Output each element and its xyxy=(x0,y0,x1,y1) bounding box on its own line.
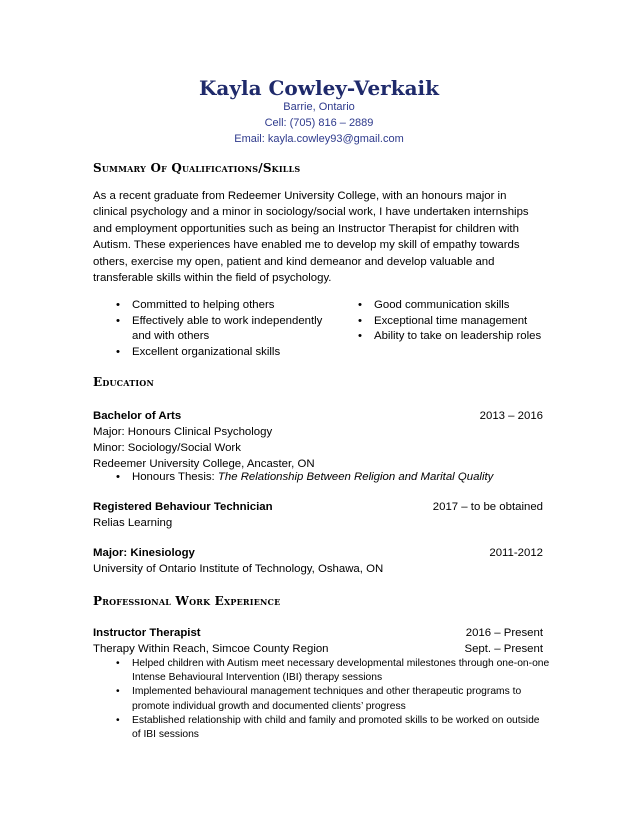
ba-thesis xyxy=(110,469,493,485)
rbt-dates: 2017 – to be obtained xyxy=(432,501,543,513)
job1-title: Instructor Therapist xyxy=(93,627,201,639)
duty-item: • Established relationship with child and family and promoted skills to be worked on outside of IBI sessions xyxy=(110,714,550,742)
kin-school: University of Ontario Institute of Technology, Oshawa, ON xyxy=(93,563,384,575)
skill-item: • Good communication skills xyxy=(352,298,552,314)
summary-paragraph: As a recent graduate from Redeemer University College, with an honours major in clinical psychology and a minor in sociology/social work, I have undertaken internships and employment opportunities such as being an Instructor Therapist for children with Autism. These experiences have enabled me to develop my skill of empathy towards others, exercise my open, patient and kind demeanor and develop valuable and transferable skills within the field of psychology. xyxy=(93,190,529,285)
skill-item: • Committed to helping others xyxy=(110,298,335,314)
skill-item: • Exceptional time management xyxy=(352,314,552,330)
ba-major: Major: Honours Clinical Psychology xyxy=(93,426,273,438)
ba-title: Bachelor of Arts xyxy=(93,410,182,422)
education-heading: Education xyxy=(93,375,154,389)
contact-phone: Cell: (705) 816 – 2889 xyxy=(264,117,374,129)
job1-duties xyxy=(110,657,550,742)
job1-employer: Therapy Within Reach, Simcoe County Region xyxy=(93,643,329,655)
thesis-title: The Relationship Between Religion and Marital Quality xyxy=(217,471,494,483)
duty-item: • Implemented behavioural management techniques and other therapeutic programs to promote individual growth and documented clients’ progress xyxy=(110,685,550,713)
summary-heading: Summary Of Qualifications/Skills xyxy=(93,161,301,175)
kin-title: Major: Kinesiology xyxy=(93,547,195,559)
duty-item: • Helped children with Autism meet necessary developmental milestones through one-on-one Intense Behavioural Intervention (IBI) therapy sessions xyxy=(110,657,550,685)
skill-item: • Effectively able to work independently and with others xyxy=(110,314,335,345)
kin-dates: 2011-2012 xyxy=(489,547,543,559)
rbt-org: Relias Learning xyxy=(93,517,173,529)
ba-school: Redeemer University College, Ancaster, ON xyxy=(93,458,315,470)
skills-list-right xyxy=(352,298,552,345)
contact-location: Barrie, Ontario xyxy=(283,101,355,113)
skill-item: • Ability to take on leadership roles xyxy=(352,329,552,345)
work-heading: Professional Work Experience xyxy=(93,594,281,608)
ba-minor: Minor: Sociology/Social Work xyxy=(93,442,241,454)
job1-dates2: Sept. – Present xyxy=(464,643,543,655)
candidate-name: Kayla Cowley-Verkaik xyxy=(199,76,439,100)
contact-email: Email: kayla.cowley93@gmail.com xyxy=(234,133,404,145)
thesis-label: Honours Thesis: xyxy=(132,471,218,483)
ba-dates: 2013 – 2016 xyxy=(479,410,543,422)
skill-item: • Excellent organizational skills xyxy=(110,345,335,361)
skills-list-left xyxy=(110,298,335,360)
rbt-title: Registered Behaviour Technician xyxy=(93,501,273,513)
job1-dates: 2016 – Present xyxy=(465,627,543,639)
